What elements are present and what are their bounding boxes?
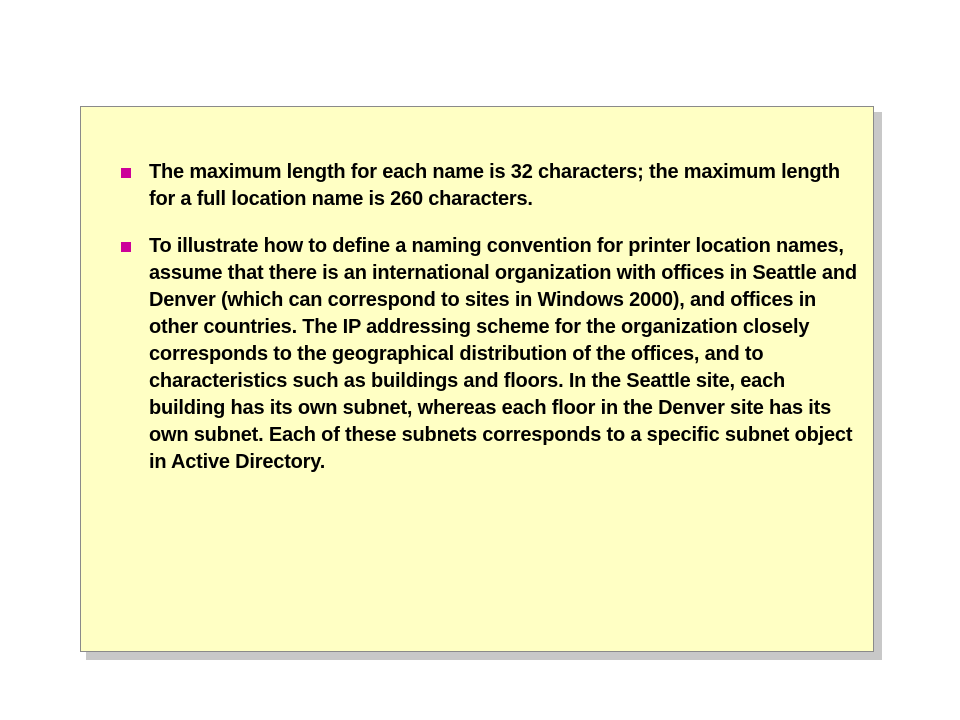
- bullet-text: The maximum length for each name is 32 characters; the maximum length for a full location name is 260 characters.: [149, 161, 840, 210]
- bullet-text: To illustrate how to define a naming convention for printer location names, assume that there is an international organization with offices in Seattle and Denver (which can correspond to sites in Windows 2000), and offices in other countries. The IP addressing scheme for the organization closely corresponds to the geographical distribution of the offices, and to characteristics such as buildings and floors. In the Seattle site, each building has its own subnet, whereas each floor in the Denver site has its own subnet. Each of these subnets corresponds to a specific subnet object in Active Directory.: [149, 235, 857, 473]
- bullet-item: [121, 159, 861, 213]
- content-panel: [80, 106, 874, 652]
- square-bullet-icon: [121, 242, 131, 252]
- square-bullet-icon: [121, 168, 131, 178]
- bullet-item: [121, 233, 861, 476]
- bullet-list: [121, 159, 861, 496]
